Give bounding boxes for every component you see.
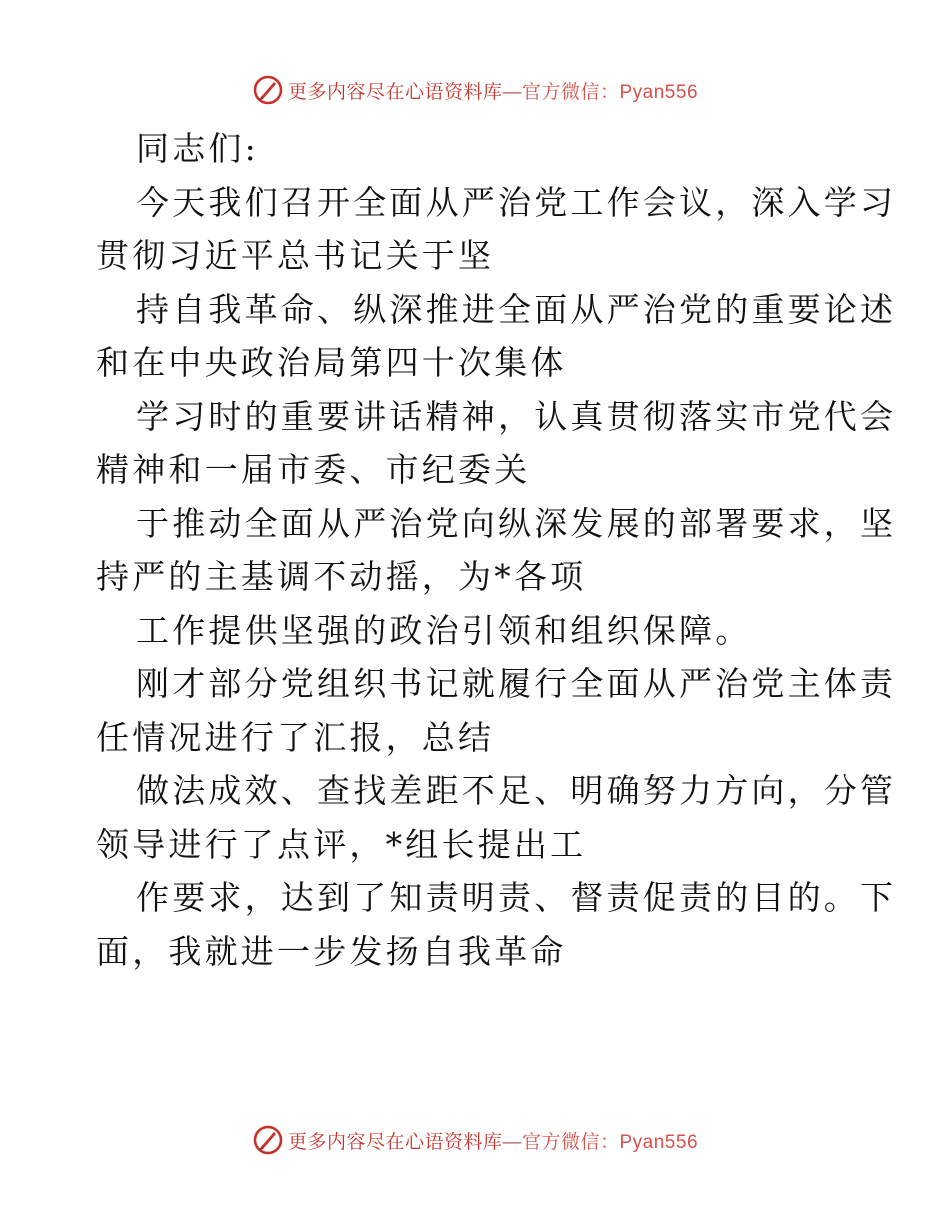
quill-pen-logo-icon — [252, 1124, 284, 1156]
document-line: 工作提供坚强的政治引领和组织保障。 — [136, 610, 752, 650]
banner-site-name: 更多内容尽在心语资料库 — [287, 1131, 503, 1153]
document-line: 面，我就进一步发扬自我革命 — [96, 931, 567, 971]
header-banner — [0, 68, 950, 112]
document-line: 学习时的重要讲话精神，认真贯彻落实市党代会 — [136, 396, 897, 436]
banner-site-name: 更多内容尽在心语资料库 — [287, 81, 503, 103]
document-line: 于推动全面从严治党向纵深发展的部署要求，坚 — [136, 503, 897, 543]
document-line: 任情况进行了汇报，总结 — [96, 717, 495, 757]
banner-wechat: 官方微信：Pyan556 — [522, 81, 699, 103]
document-line: 做法成效、查找差距不足、明确努力方向，分管 — [136, 771, 897, 810]
document-line: 贯彻习近平总书记关于坚 — [96, 236, 495, 275]
footer-banner — [0, 1118, 950, 1162]
document-line: 精神和一届市委、市纪委关 — [96, 450, 531, 489]
document-line: 持严的主基调不动摇，为*各项 — [96, 557, 587, 596]
banner-text — [288, 1127, 698, 1154]
banner-dash: — — [502, 81, 522, 103]
banner-dash: — — [502, 1131, 522, 1153]
document-line: 作要求，达到了知责明责、督责促责的目的。下 — [136, 878, 897, 917]
banner-wechat: 官方微信：Pyan556 — [522, 1131, 699, 1153]
document-line: 和在中央政治局第四十次集体 — [96, 343, 567, 382]
document-line: 同志们: — [136, 129, 259, 168]
document-body — [96, 122, 897, 978]
quill-pen-logo-icon — [252, 74, 284, 106]
document-line: 领导进行了点评，*组长提出工 — [96, 824, 587, 864]
document-line: 刚才部分党组织书记就履行全面从严治党主体责 — [136, 664, 897, 703]
document-line: 今天我们召开全面从严治党工作会议，深入学习 — [136, 182, 897, 222]
document-line: 持自我革命、纵深推进全面从严治党的重要论述 — [136, 289, 897, 329]
banner-text — [288, 77, 698, 104]
